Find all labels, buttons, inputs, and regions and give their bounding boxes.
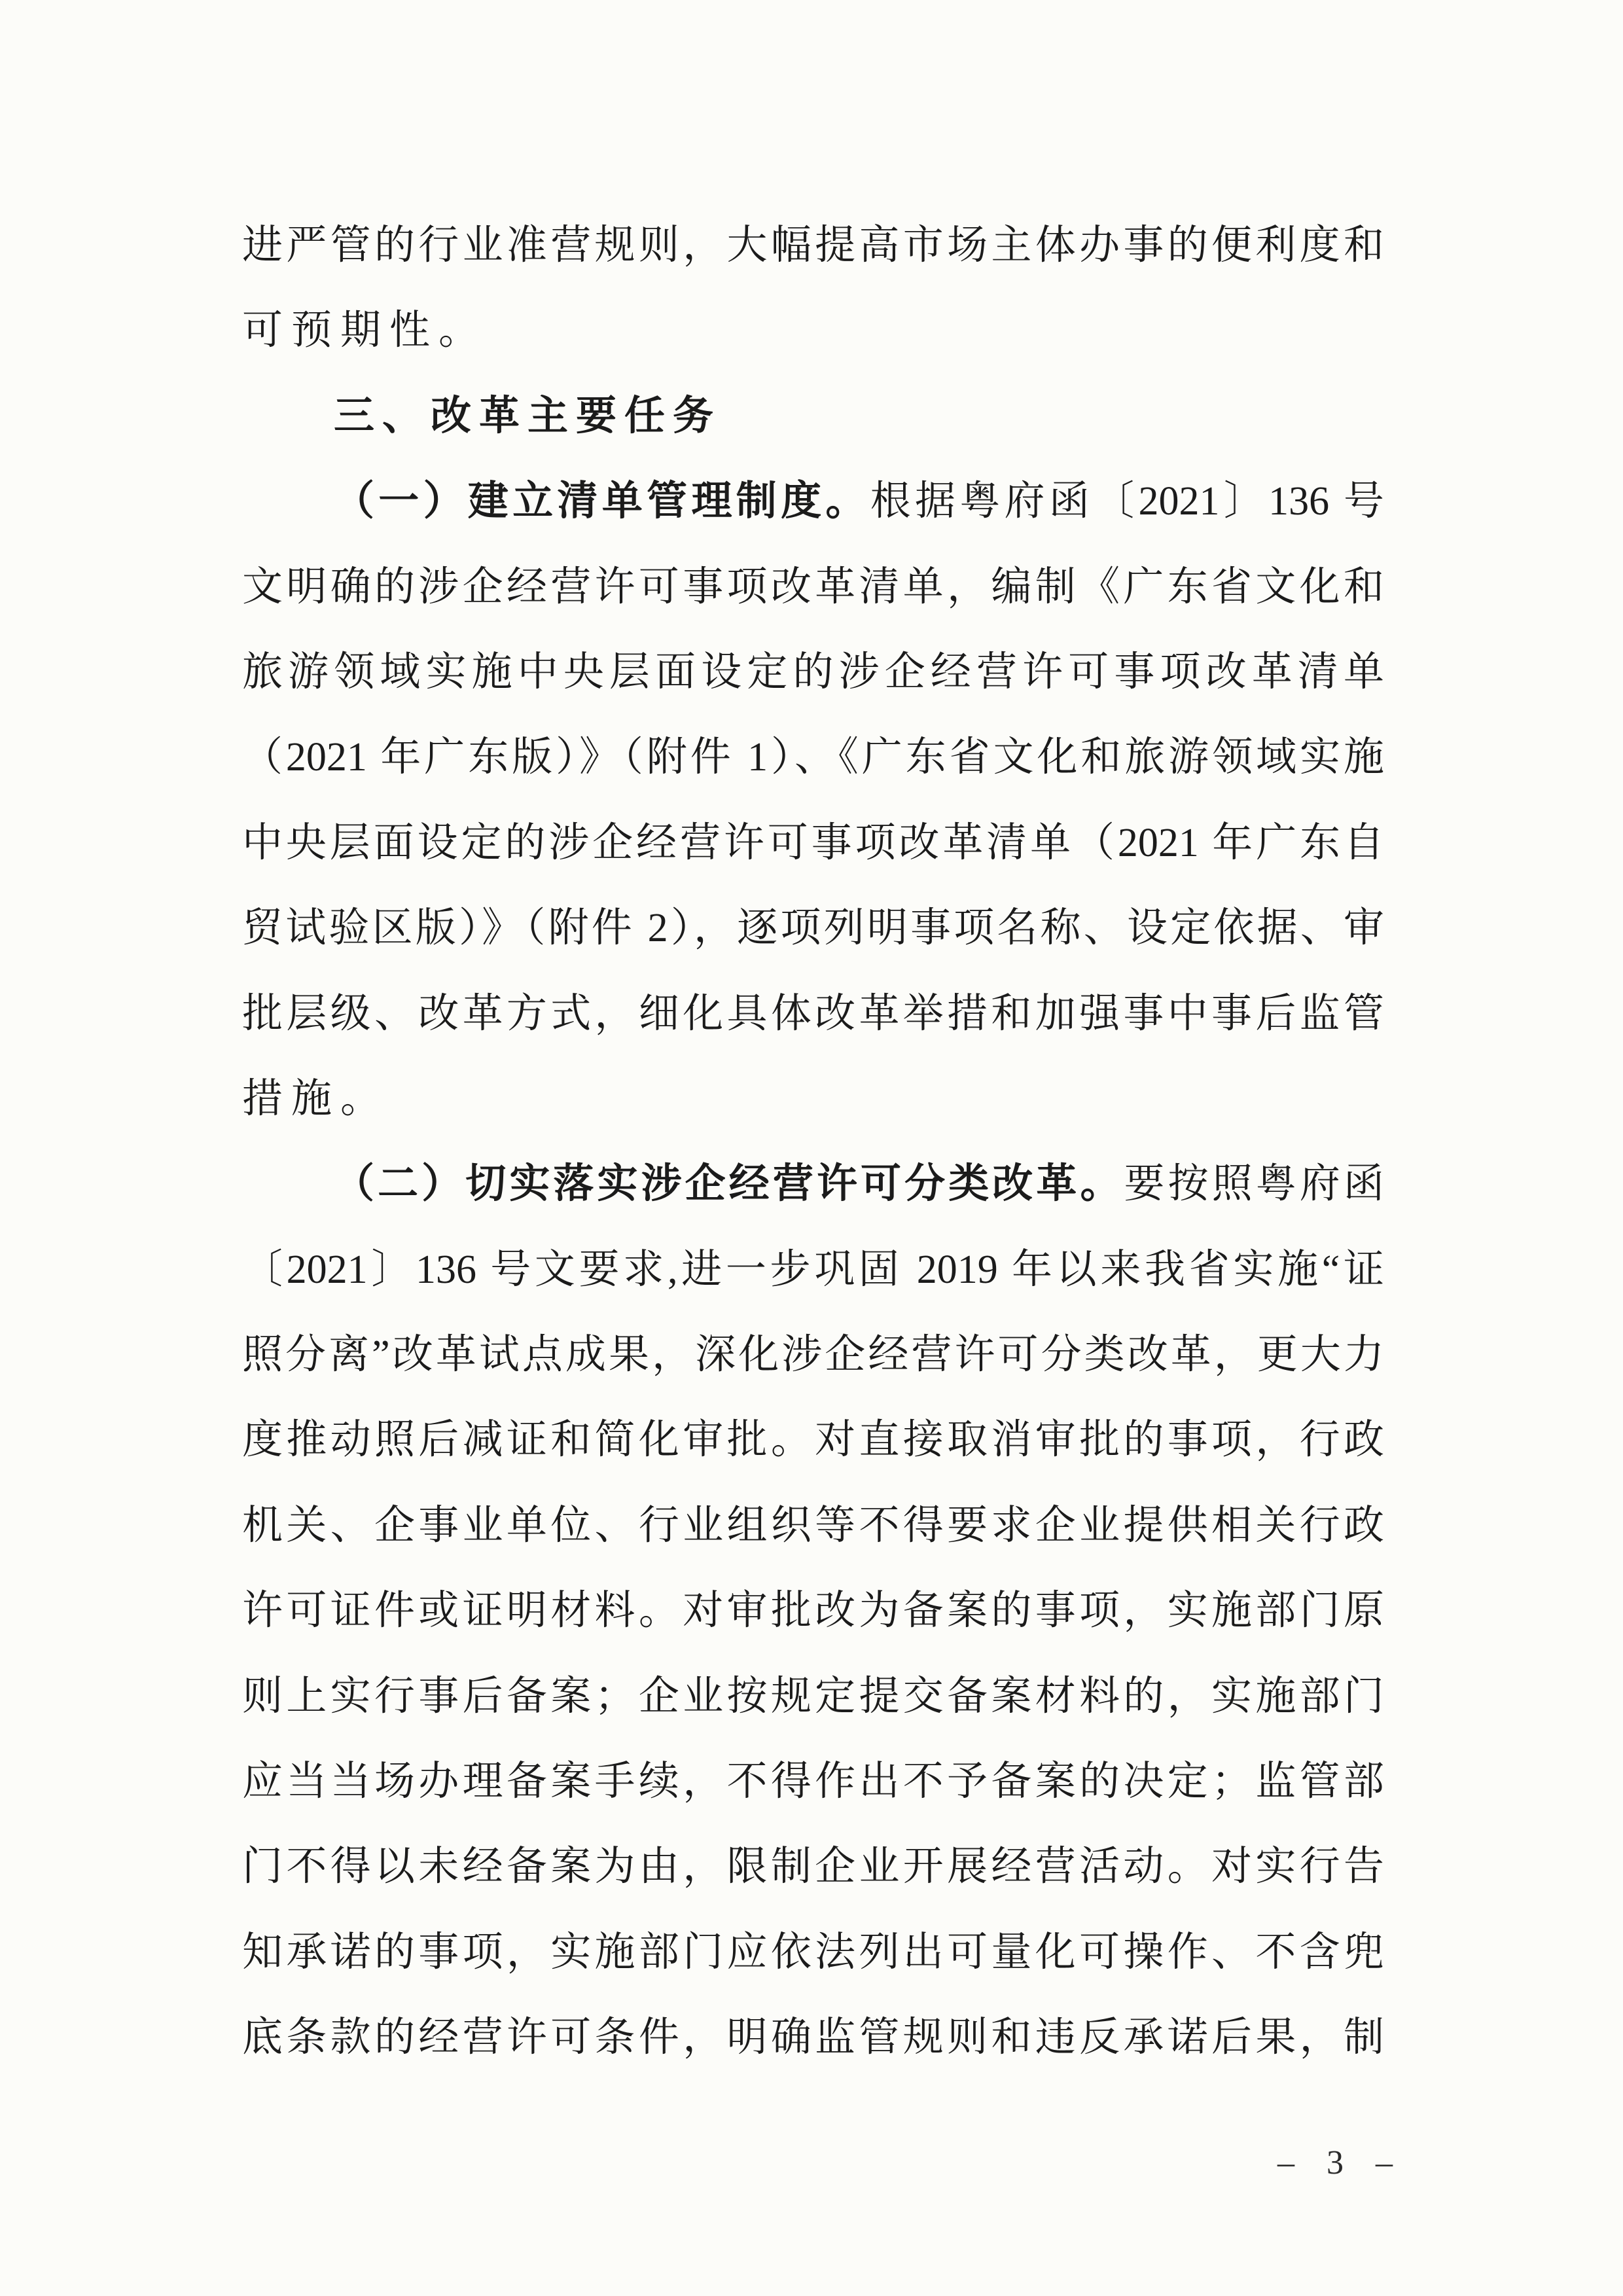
text-line bbox=[242, 1056, 1384, 1141]
emphasis-text: 三、改革主要任务 bbox=[334, 393, 722, 439]
text-line bbox=[242, 1654, 1384, 1739]
page-number: – 3 – bbox=[1277, 2144, 1404, 2181]
text-line bbox=[242, 1397, 1384, 1482]
text-line bbox=[242, 1739, 1384, 1824]
body-text: 措施。 bbox=[242, 1076, 390, 1121]
text-line bbox=[242, 1995, 1384, 2080]
text-line bbox=[242, 1227, 1384, 1312]
body-text: 度推动照后减证和简化审批。对直接取消审批的事项，行政 bbox=[242, 1418, 1384, 1463]
text-line bbox=[242, 459, 1384, 544]
text-line bbox=[242, 203, 1384, 288]
text-line bbox=[242, 715, 1384, 800]
body-text: 应当当场办理备案手续，不得作出不予备案的决定；监管部 bbox=[242, 1759, 1384, 1804]
text-line bbox=[242, 288, 1384, 373]
text-line bbox=[242, 1483, 1384, 1568]
body-text: 可预期性。 bbox=[242, 308, 488, 353]
body-text: 则上实行事后备案；企业按规定提交备案材料的，实施部门 bbox=[242, 1674, 1384, 1719]
body-text: 批层级、改革方式，细化具体改革举措和加强事中事后监管 bbox=[242, 991, 1384, 1036]
section-heading bbox=[242, 374, 1384, 459]
body-text: 许可证件或证明材料。对审批改为备案的事项，实施部门原 bbox=[242, 1588, 1384, 1634]
text-line bbox=[242, 971, 1384, 1056]
emphasis-text: （二）切实落实涉企经营许可分类改革。 bbox=[334, 1162, 1124, 1207]
emphasis-text: （一）建立清单管理制度。 bbox=[334, 479, 870, 524]
document-body bbox=[242, 203, 1384, 2081]
body-text: 门不得以未经备案为由，限制企业开展经营活动。对实行告 bbox=[242, 1844, 1384, 1890]
body-text: 贸试验区版）》（附件 2），逐项列明事项名称、设定依据、审 bbox=[242, 906, 1384, 951]
text-line bbox=[242, 886, 1384, 971]
body-text: 〔2021〕136 号文要求,进一步巩固 2019 年以来我省实施“证 bbox=[242, 1247, 1384, 1292]
body-text: （2021 年广东版）》（附件 1）、《广东省文化和旅游领域实施 bbox=[242, 735, 1384, 780]
text-line bbox=[242, 630, 1384, 715]
text-line bbox=[242, 1312, 1384, 1397]
body-text: 要按照粤府函 bbox=[1124, 1162, 1384, 1207]
text-line bbox=[242, 800, 1384, 886]
text-line bbox=[242, 1824, 1384, 1909]
body-text: 照分离”改革试点成果，深化涉企经营许可分类改革，更大力 bbox=[242, 1333, 1384, 1378]
body-text: 机关、企事业单位、行业组织等不得要求企业提供相关行政 bbox=[242, 1503, 1384, 1548]
body-text: 根据粤府函〔2021〕136 号 bbox=[870, 479, 1384, 524]
body-text: 旅游领域实施中央层面设定的涉企经营许可事项改革清单 bbox=[242, 649, 1384, 694]
body-text: 文明确的涉企经营许可事项改革清单，编制《广东省文化和 bbox=[242, 564, 1384, 609]
body-text: 知承诺的事项，实施部门应依法列出可量化可操作、不含兜 bbox=[242, 1929, 1384, 1975]
body-text: 中央层面设定的涉企经营许可事项改革清单（2021 年广东自 bbox=[242, 820, 1384, 865]
text-line bbox=[242, 545, 1384, 630]
body-text: 底条款的经营许可条件，明确监管规则和违反承诺后果，制 bbox=[242, 2015, 1384, 2060]
body-text: 进严管的行业准营规则，大幅提高市场主体办事的便利度和 bbox=[242, 223, 1384, 268]
text-line bbox=[242, 1910, 1384, 1995]
text-line bbox=[242, 1568, 1384, 1653]
text-line bbox=[242, 1141, 1384, 1227]
